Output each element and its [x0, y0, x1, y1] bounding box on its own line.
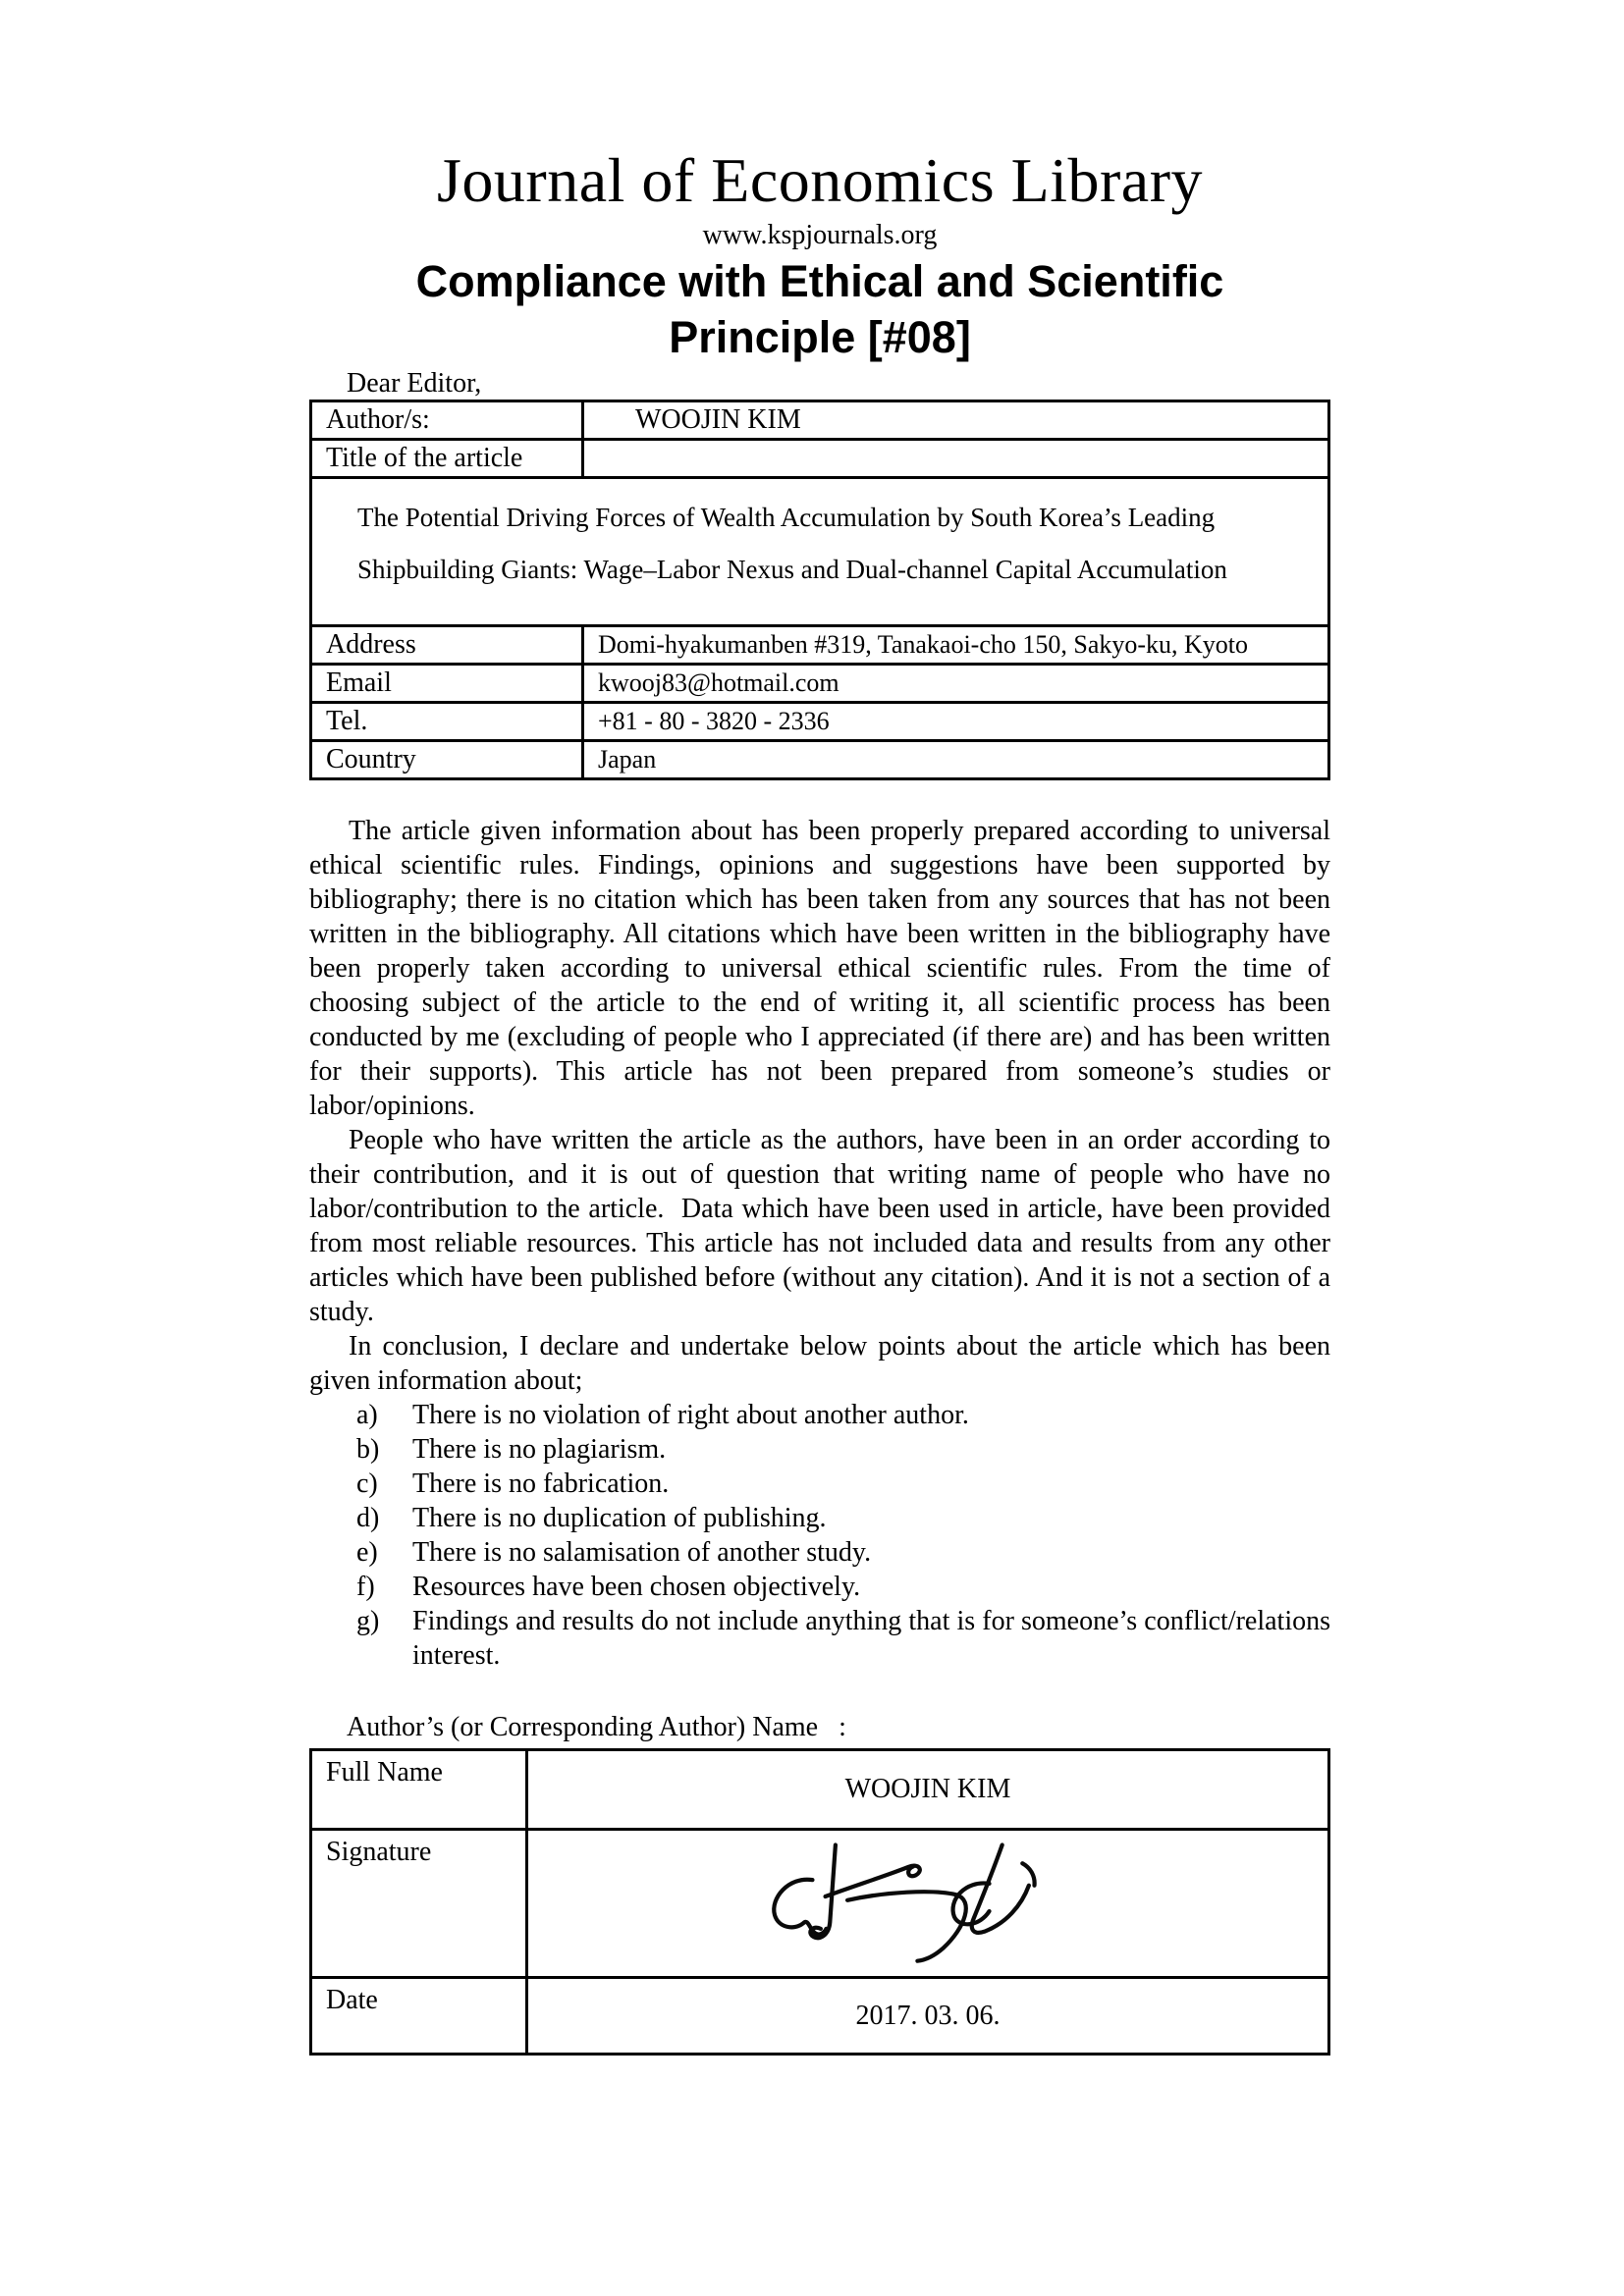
list-item-c — [356, 1467, 1330, 1501]
email-label: Email — [311, 665, 583, 703]
list-marker: c) — [356, 1468, 378, 1499]
article-title-line-1: The Potential Driving Forces of Wealth Accumulation by South Korea’s Leading — [357, 503, 1216, 532]
tel-label: Tel. — [311, 703, 583, 741]
table-row-article-title-label — [311, 440, 1329, 478]
salutation: Dear Editor, — [347, 368, 482, 399]
list-item-g — [356, 1604, 1330, 1673]
date-value: 2017. 03. 06. — [527, 1978, 1329, 2055]
list-item-f — [356, 1570, 1330, 1604]
list-item-text: There is no fabrication. — [412, 1468, 670, 1499]
list-item-text: Findings and results do not include anything that is for someone’s conflict/relations interest. — [412, 1606, 1330, 1671]
list-marker: f) — [356, 1572, 375, 1602]
table-row-email — [311, 665, 1329, 703]
list-item-text: Resources have been chosen objectively. — [412, 1572, 861, 1602]
table-row-country — [311, 741, 1329, 779]
list-item-d — [356, 1501, 1330, 1535]
signature-label: Signature — [311, 1830, 527, 1978]
corresponding-author-heading: Author’s (or Corresponding Author) Name : — [347, 1712, 846, 1742]
table-row-article-title — [311, 478, 1329, 626]
list-item-text: There is no violation of right about another author. — [412, 1400, 969, 1430]
table-row-tel — [311, 703, 1329, 741]
list-item-text: There is no duplication of publishing. — [412, 1503, 827, 1533]
document-content — [309, 0, 1330, 2056]
handwritten-signature-icon — [751, 1838, 1065, 1971]
article-title-cell — [311, 478, 1329, 626]
email-value: kwooj83@hotmail.com — [583, 665, 1329, 703]
list-item-e — [356, 1535, 1330, 1570]
country-label: Country — [311, 741, 583, 779]
form-title-line-1: Compliance with Ethical and Scientific — [415, 256, 1224, 306]
author-info-table — [309, 400, 1330, 780]
list-marker: d) — [356, 1503, 380, 1533]
declaration-text — [309, 814, 1330, 1398]
date-label: Date — [311, 1978, 527, 2055]
country-value: Japan — [583, 741, 1329, 779]
declaration-points-list — [356, 1398, 1330, 1673]
table-row-address — [311, 626, 1329, 665]
table-row-full-name — [311, 1750, 1329, 1830]
form-title — [309, 253, 1330, 365]
author-value: WOOJIN KIM — [583, 401, 1329, 440]
declaration-paragraph-1: The article given information about has been properly prepared according to universal ethical scientific rules. Findings, opinions and suggestions have been supported by bibliography; there is no citation which has been taken from any sources that has not been written in the bibliography. All citations which have been written in the bibliography have been properly taken according to universal ethical scientific rules. From the time of choosing subject of the article to the end of writing it, all scientific process has been conducted by me (excluding of people who I appreciated (if there are) and has been written for their supports). This article has not been prepared from someone’s studies or labor/opinions. — [309, 816, 1330, 1121]
list-marker: a) — [356, 1400, 378, 1430]
list-marker: e) — [356, 1537, 378, 1568]
author-label: Author/s: — [311, 401, 583, 440]
tel-value: +81 - 80 - 3820 - 2336 — [583, 703, 1329, 741]
declaration-paragraph-2: People who have written the article as the authors, have been in an order according to their contribution, and it is out of question that writing name of people who have no labor/contribution to the article. Data which have been used in article, have been provided from most reliable resources. This article has not included data and results from any other articles which have been published before (without any citation). And it is not a section of a study. — [309, 1125, 1330, 1327]
table-row-date — [311, 1978, 1329, 2055]
list-item-a — [356, 1398, 1330, 1432]
full-name-label: Full Name — [311, 1750, 527, 1830]
list-item-text: There is no salamisation of another study. — [412, 1537, 872, 1568]
article-title-empty-value — [583, 440, 1329, 478]
declaration-paragraph-3: In conclusion, I declare and undertake below points about the article which has been given information about; — [309, 1331, 1330, 1396]
full-name-value: WOOJIN KIM — [527, 1750, 1329, 1830]
form-title-line-2: Principle [#08] — [669, 312, 971, 362]
article-title-label: Title of the article — [311, 440, 583, 478]
signature-table — [309, 1748, 1330, 2056]
journal-title: Journal of Economics Library — [437, 145, 1203, 215]
table-row-author — [311, 401, 1329, 440]
list-item-b — [356, 1432, 1330, 1467]
article-title-line-2: Shipbuilding Giants: Wage–Labor Nexus and Dual-channel Capital Accumulation — [357, 555, 1227, 584]
list-marker: b) — [356, 1434, 380, 1465]
signature-cell — [527, 1830, 1329, 1978]
list-item-text: There is no plagiarism. — [412, 1434, 667, 1465]
address-label: Address — [311, 626, 583, 665]
table-row-signature — [311, 1830, 1329, 1978]
address-value: Domi-hyakumanben #319, Tanakaoi-cho 150, Sakyo-ku, Kyoto — [583, 626, 1329, 665]
journal-website-url: www.kspjournals.org — [702, 220, 938, 250]
list-marker: g) — [356, 1606, 380, 1636]
